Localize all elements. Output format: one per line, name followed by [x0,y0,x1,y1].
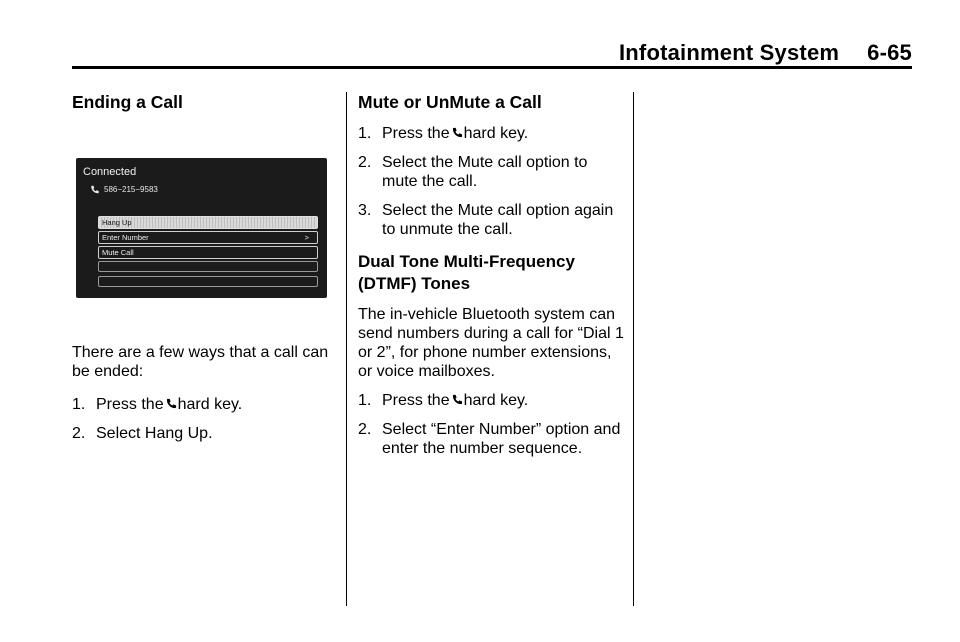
column-divider-2 [633,92,634,606]
screen-status: Connected [83,166,137,178]
phone-icon [166,397,177,410]
list-item: 2. Select Hang Up. [72,425,213,442]
list-item: 2. Select the Mute call option to mute the call. [358,154,588,190]
list-item: 3. Select the Mute call option again to unmute the call. [358,202,614,238]
dtmf-paragraph: The in-vehicle Bluetooth system can send numbers during a call for “Dial 1 or 2”, for phone number extensions, or voice mailboxes. [358,306,624,380]
menu-item-mute-call[interactable] [98,246,318,259]
list-item: 1. Press the hard key. [72,396,243,413]
list-item: 1. Press the hard key. [358,392,529,409]
phone-icon [90,185,100,194]
infotainment-screen-figure [76,158,327,298]
menu-empty-slot [98,276,318,287]
phone-icon [452,126,463,139]
screen-menu [98,216,318,291]
mute-steps [358,124,626,239]
middle-column [358,92,626,468]
screen-call-row [90,185,158,194]
column-divider-1 [346,92,347,606]
heading-ending-a-call: Ending a Call [72,92,183,112]
menu-item-label: Mute Call [102,248,134,257]
menu-item-hang-up[interactable] [98,216,318,229]
left-column [72,92,334,112]
page-header [619,40,912,66]
menu-empty-slot [98,261,318,272]
menu-arrow: > [304,233,309,242]
dtmf-steps [358,391,626,458]
left-steps [72,395,334,443]
screen-phone-number: 586−215−9583 [104,185,158,194]
heading-dtmf: Dual Tone Multi-Frequency (DTMF) Tones [358,252,575,293]
phone-icon [452,393,463,406]
intro-text: There are a few ways that a call can be ended: [72,344,329,380]
menu-item-enter-number[interactable] [98,231,318,244]
section-title: Infotainment System [618,40,840,65]
menu-item-label: Hang Up [102,218,132,227]
page-number: 6-65 [867,40,912,65]
menu-item-label: Enter Number [102,233,149,242]
list-item: 1. Press the hard key. [358,125,529,142]
heading-mute-unmute: Mute or UnMute a Call [358,92,542,112]
list-item: 2. Select “Enter Number” option and enter the number sequence. [358,421,621,457]
header-rule [72,66,912,69]
left-body [72,343,334,453]
